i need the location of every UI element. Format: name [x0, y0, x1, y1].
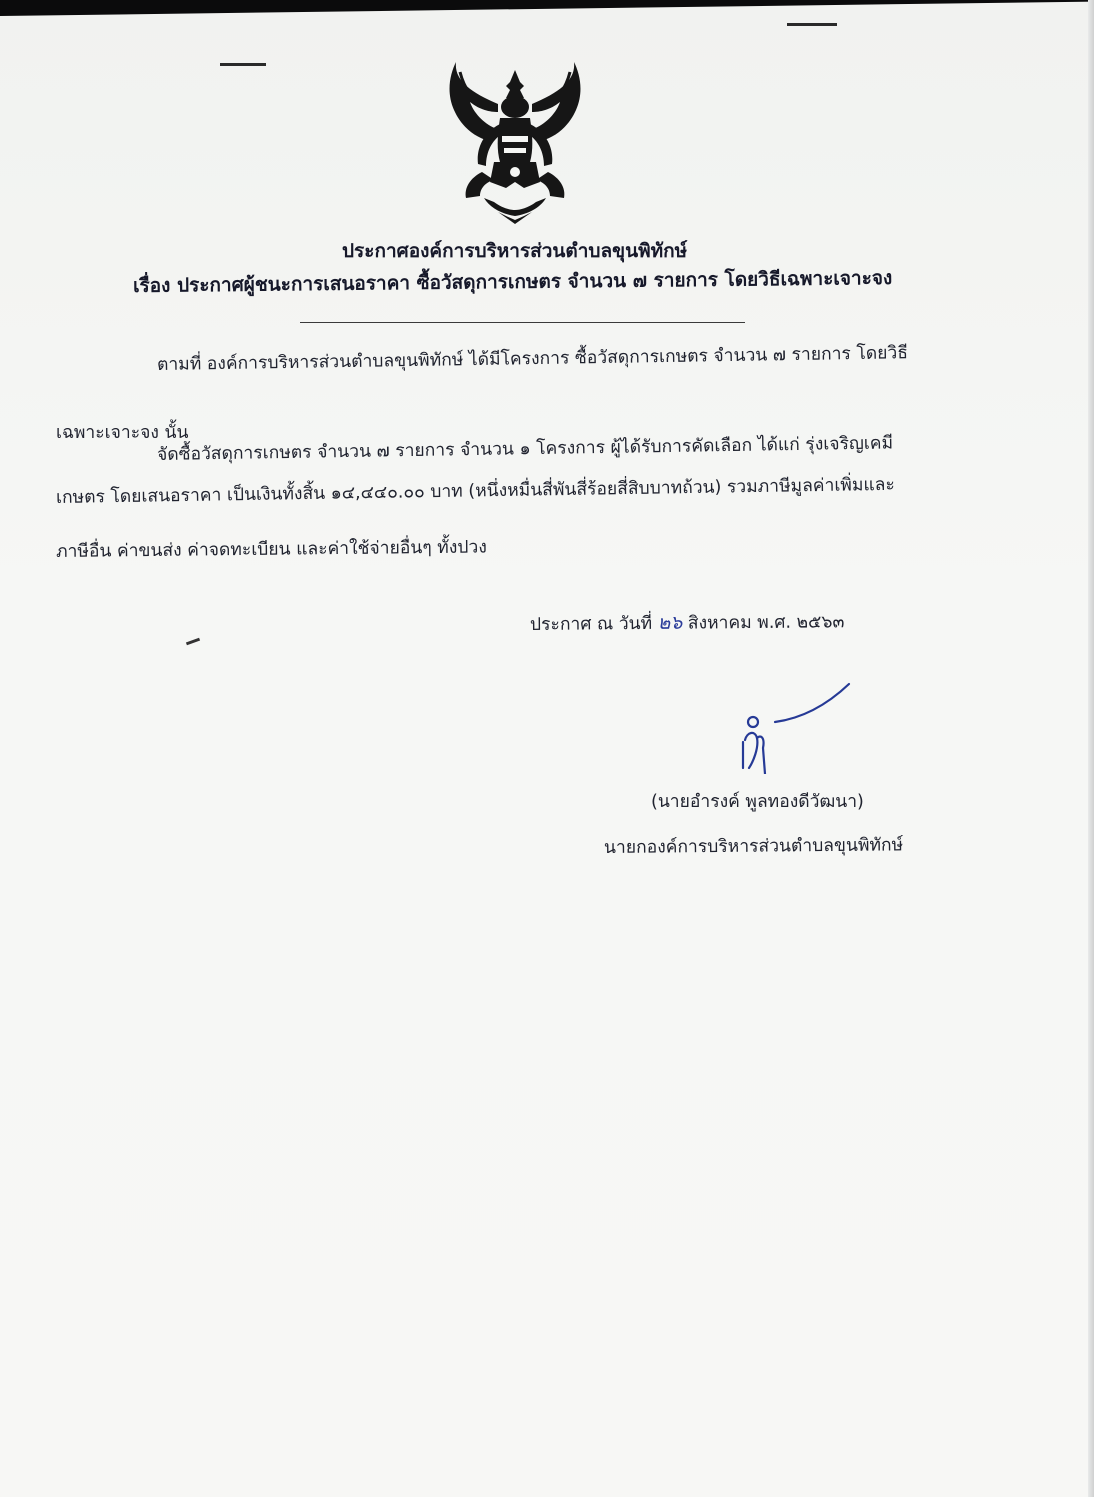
scan-speck [186, 638, 200, 646]
scan-right-edge [1088, 0, 1094, 1497]
title-divider [300, 322, 745, 323]
paragraph-1-line-2: เฉพาะเจาะจง นั้น [56, 423, 189, 443]
paragraph-2-line-3: ภาษีอื่น ค่าขนส่ง ค่าจดทะเบียน และค่าใช้จ่ายอื่นๆ ทั้งปวง [55, 537, 487, 562]
paragraph-2-line-2: เกษตร โดยเสนอราคา เป็นเงินทั้งสิ้น ๑๔,๔๔๐.๐๐ บาท (หนึ่งหมื่นสี่พันสี่ร้อยสี่สิบบาทถ้วน) รวมภาษีมูลค่าเพิ่มและ [55, 474, 895, 508]
paragraph-2-line-1: จัดซื้อวัสดุการเกษตร จำนวน ๗ รายการ จำนวน ๑ โครงการ ผู้ได้รับการคัดเลือก ได้แก่ รุ่งเจริญเคมี [156, 433, 894, 465]
garuda-emblem-icon [440, 52, 590, 224]
scan-top-edge [0, 0, 1094, 16]
signatory-name: (นายอำรงค์ พูลทองดีวัฒนา) [651, 792, 864, 812]
subject-line: เรื่อง ประกาศผู้ชนะการเสนอราคา ซื้อวัสดุการเกษตร จำนวน ๗ รายการ โดยวิธีเฉพาะเจาะจง [132, 267, 893, 297]
announcement-date [530, 606, 845, 639]
handwritten-day: ๒๖ [657, 611, 683, 634]
date-prefix: ประกาศ ณ วันที่ [529, 613, 653, 635]
handwritten-signature [735, 678, 865, 774]
date-suffix: สิงหาคม พ.ศ. ๒๕๖๓ [687, 612, 845, 634]
scan-mark [787, 23, 837, 26]
paragraph-1-line-1: ตามที่ องค์การบริหารส่วนตำบลขุนพิทักษ์ ได้มีโครงการ ซื้อวัสดุการเกษตร จำนวน ๗ รายการ โดยวิธี [156, 343, 909, 375]
signatory-position: นายกองค์การบริหารส่วนตำบลขุนพิทักษ์ [603, 835, 904, 858]
page-title: ประกาศองค์การบริหารส่วนตำบลขุนพิทักษ์ [342, 240, 688, 262]
scan-mark [220, 63, 266, 66]
